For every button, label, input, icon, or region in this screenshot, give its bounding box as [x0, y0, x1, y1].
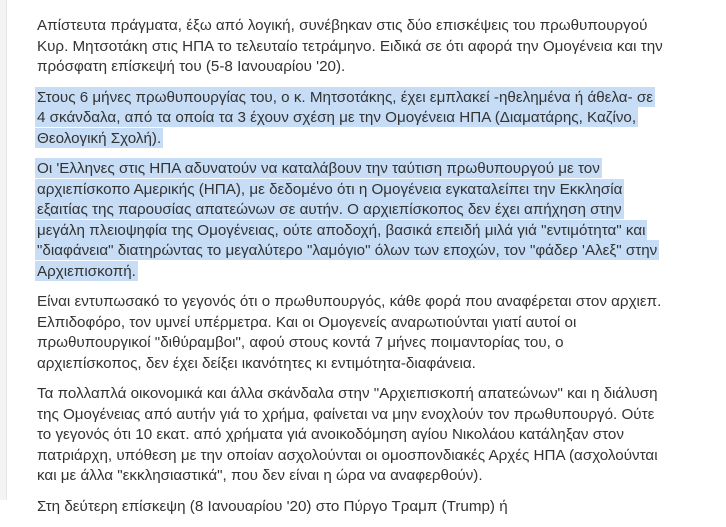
text-line: [37, 313, 722, 334]
text-line: [35, 180, 722, 201]
selected-paragraph[interactable]: [37, 159, 722, 282]
text-line: [35, 159, 722, 180]
text-line: [35, 129, 722, 150]
text: Ελπιδοφόρο, τον υμνεί υπέρμετρα. Και οι Ομογενείς αναρωτιούνται γιατί αυτοί οι: [37, 313, 577, 331]
text-line: [35, 108, 722, 129]
paragraph[interactable]: [37, 384, 722, 487]
text-line: [35, 262, 722, 283]
text: Είναι εντυπωσακό το γεγονός ότι ο πρωθυπουργός, κάθε φορά που αναφέρεται στον αρχιεπ.: [37, 293, 662, 310]
text: Τα πολλαπλά οικονομικά και άλλα σκάνδαλα στην "Αρχιεπισκοπή απατεώνων" και η διάλυση: [37, 385, 658, 402]
text: πατριάρχη, υπόθεση με την οποίαν ασχολούνται οι ομοσπονδιακές Αρχές ΗΠΑ (ασχολούνται: [37, 446, 658, 464]
text-line: [37, 354, 722, 375]
paragraph[interactable]: [37, 292, 722, 374]
text-line: [37, 16, 722, 37]
text: και με άλλα "εκκλησιαστικά", που δεν είναι η ώρα να αναφερθούν).: [37, 467, 483, 484]
text: το γεγονός ότι 10 εκατ. από χρήματα γιά ανοικοδόμηση αγίου Νικολάου κατάληξαν στον: [37, 426, 624, 443]
text: πρωθυπουργικοί "διθύραμβοι", αφού στους κοντά 7 μήνες ποιμαντορίας του, ο: [37, 334, 564, 351]
text-line: [37, 37, 722, 58]
article-body: [37, 16, 722, 527]
text: αρχιεπίσκοπος, δεν έχει δείξει ικανότητες κι εντιμότητα-διαφάνεια.: [37, 354, 476, 372]
selected-text: Στους 6 μήνες πρωθυπουργίας του, ο κ. Μητσοτάκης, έχει εμπλακεί -ηθελημένα ή άθελα- σε: [37, 88, 654, 106]
paragraph[interactable]: [37, 16, 722, 78]
selected-paragraph[interactable]: [37, 88, 722, 150]
text-line: [37, 333, 722, 354]
selected-text: αρχιεπίσκοπο Αμερικής (ΗΠΑ), με δεδομένο ότι η Ομογένεια εγκαταλείπει την Εκκλησία: [37, 180, 623, 198]
text: της Ομογένειας από αυτήν γιά το χρήμα, φαίνεται να μην ενοχλούν τον πρωθυπουργό. Ούτε: [37, 405, 655, 423]
selected-text: 4 σκάνδαλα, από τα οποία τα 3 έχουν σχέση με την Ομογένεια ΗΠΑ (Διαματάρης, Καζίνο,: [37, 109, 637, 126]
selected-text: μεγάλη πλειοψηφία της Ομογένειας, ούτε αποδοχή, βασικά επειδή μιλά γιά "εντιμότητα" και: [37, 221, 646, 239]
text-line: [37, 466, 722, 487]
text-line: [35, 88, 722, 109]
text-line: [37, 446, 722, 467]
left-edge-divider: [0, 0, 7, 500]
text-line: [35, 241, 722, 262]
text-line: [37, 57, 722, 78]
text: Απίστευτα πράγματα, έξω από λογική, συνέβηκαν στις δύο επισκέψεις του πρωθυπουργού: [37, 17, 648, 34]
text-line: [37, 405, 722, 426]
selected-text: εξαιτίας της παρουσίας απατεώνων σε αυτήν. Ο αρχιεπίσκοπος δεν έχει απήχηση στην: [37, 201, 622, 218]
selected-text: Θεολογική Σχολή).: [37, 129, 162, 147]
text-line: [35, 200, 722, 221]
text: Στη δεύτερη επίσκεψη (8 Ιανουαρίου '20) στο Πύργο Τραμπ (Trump) ή: [37, 497, 508, 515]
text: Κυρ. Μητσοτάκη στις ΗΠΑ το τελευταίο τετράμηνο. Ειδικά σε ότι αφορά την Ομογένεια και την: [37, 37, 663, 55]
text: πρόσφατη επίσκεψή του (5-8 Ιανουαρίου '20).: [37, 58, 346, 75]
selected-text: "διαφάνεια" διατηρώντας το μεγαλύτερο "λαμόγιο" όλων των εποχών, τον "φάδερ 'Αλεξ" στην: [37, 242, 658, 259]
text-line: [35, 221, 722, 242]
selected-text: Οι 'Ελληνες στις ΗΠΑ αδυνατούν να καταλάβουν την ταύτιση πρωθυπουργού με τον: [37, 160, 600, 177]
text-line: [37, 425, 722, 446]
selected-text: Αρχιεπισκοπή.: [37, 262, 136, 280]
text-line: [37, 384, 722, 405]
text-line: [37, 292, 722, 313]
